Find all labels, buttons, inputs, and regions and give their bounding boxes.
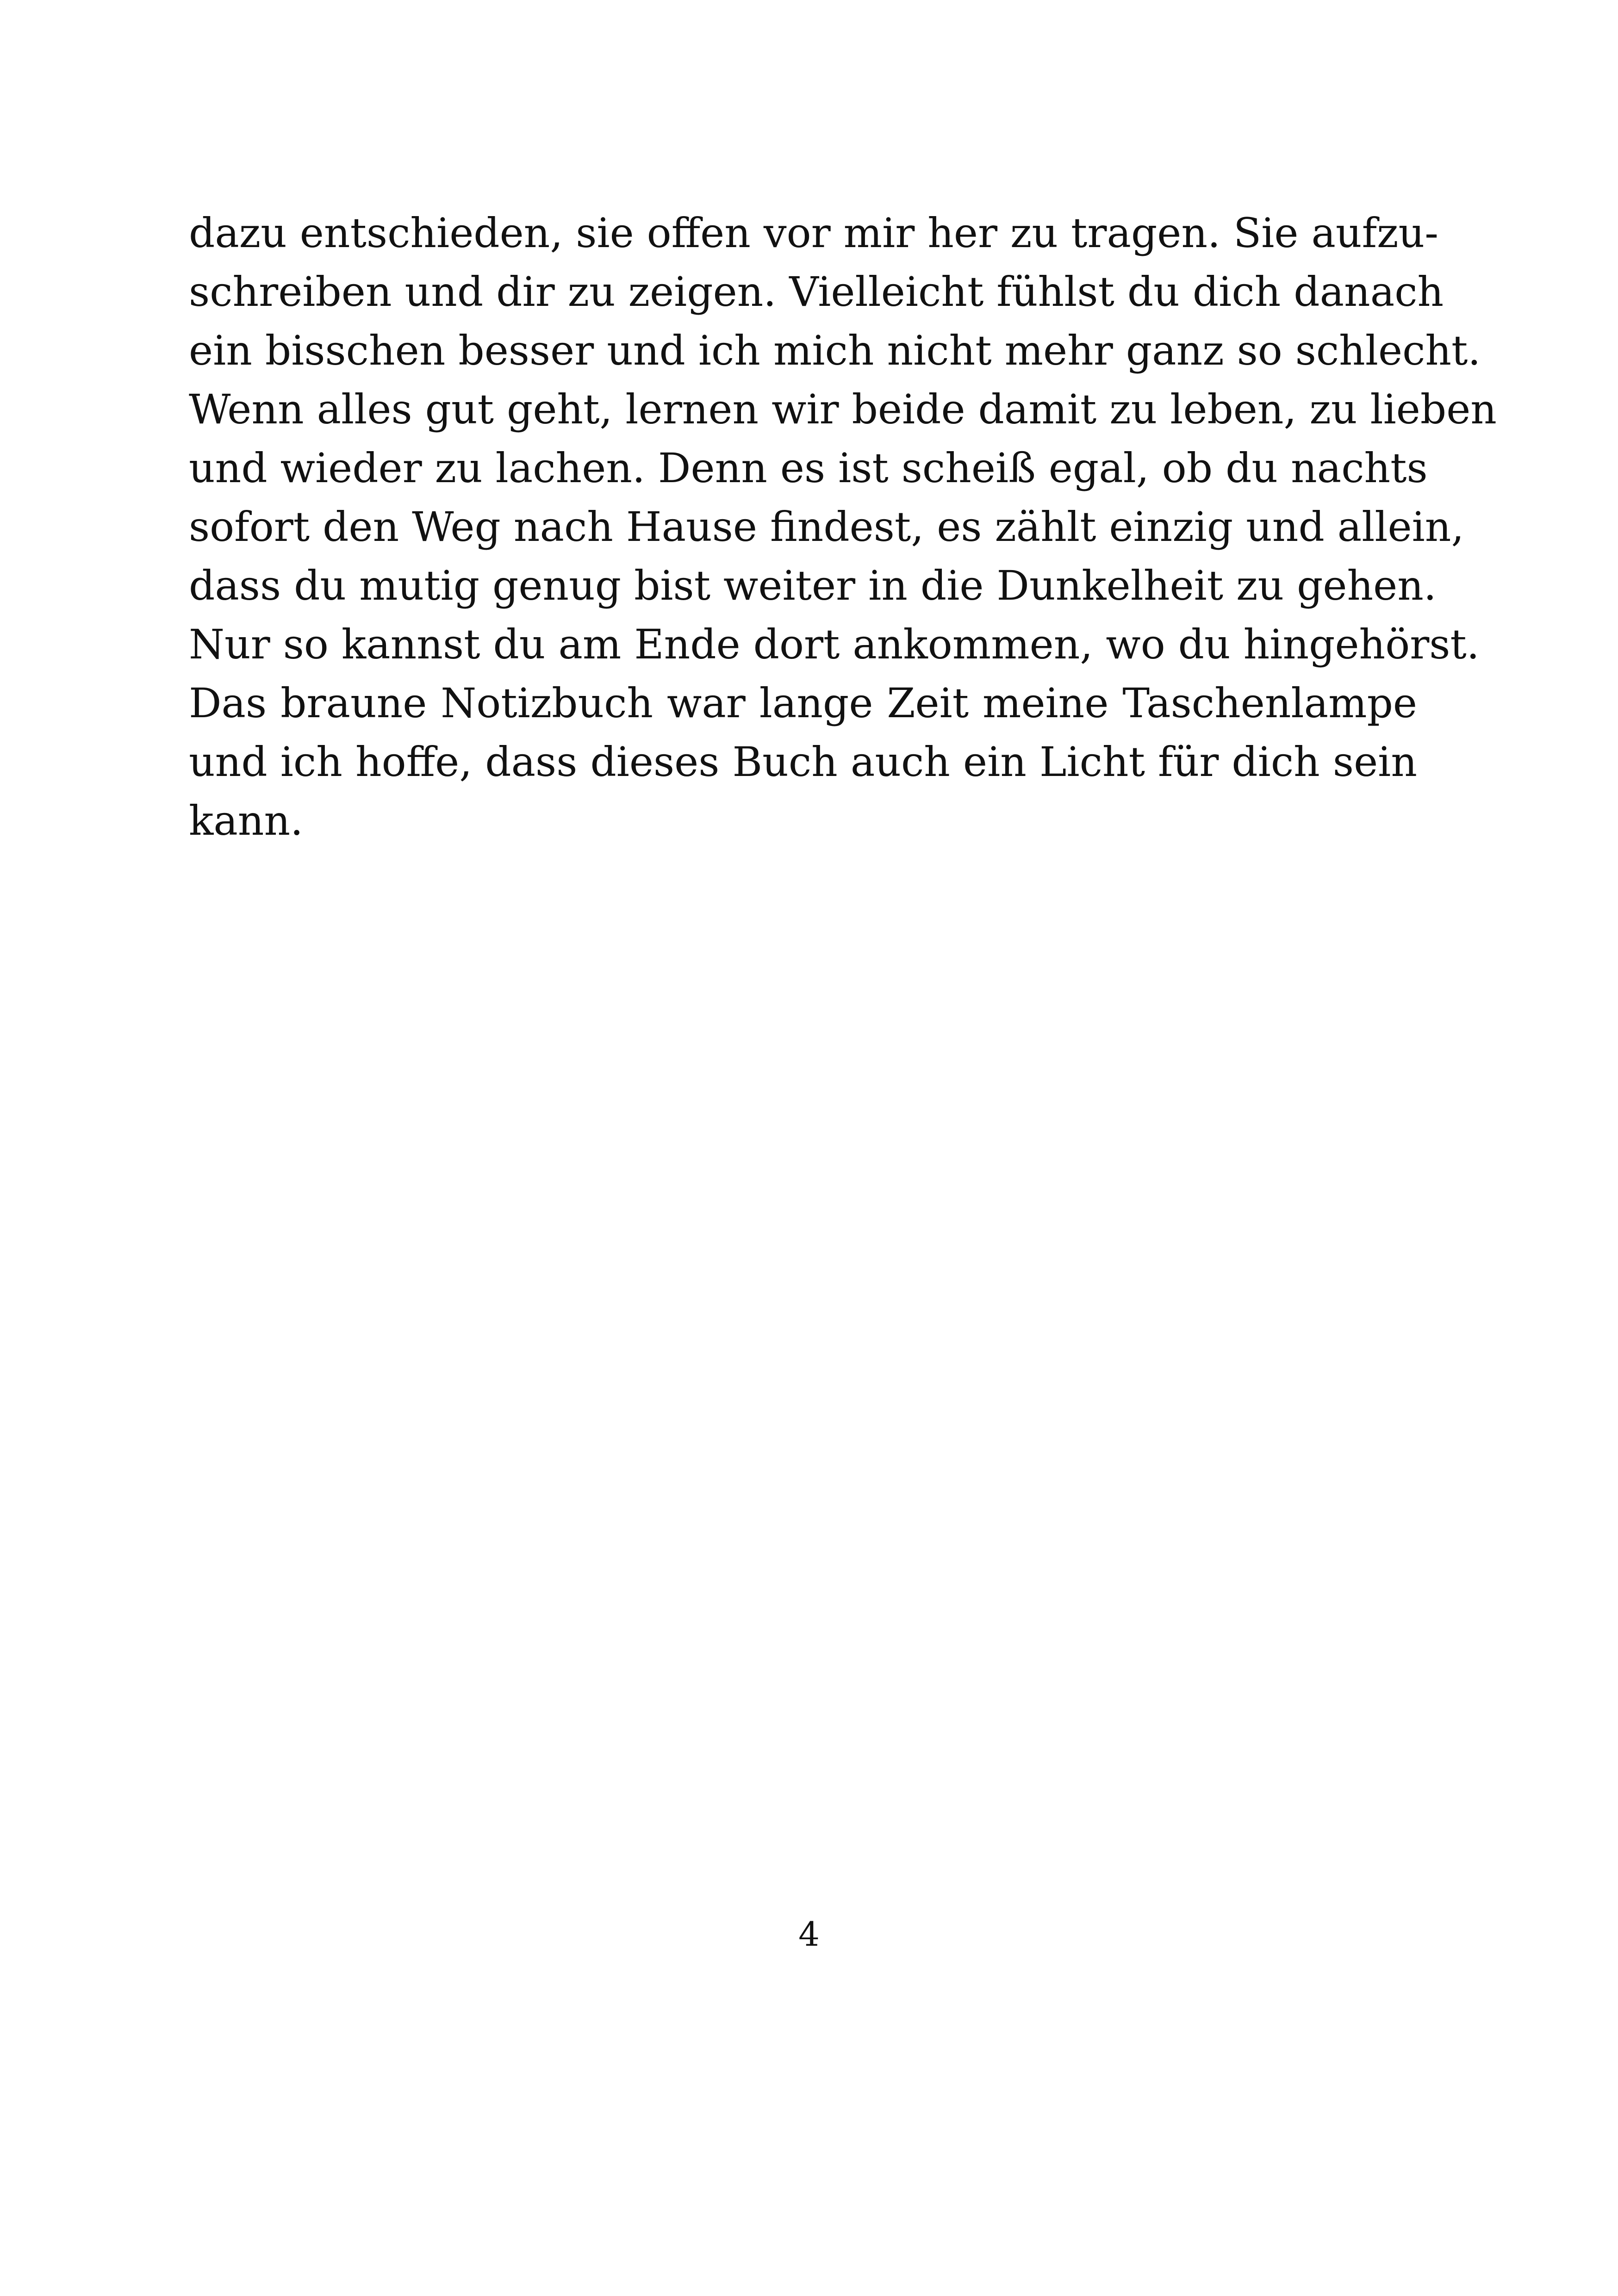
text-line: dazu entschieden, sie offen vor mir her zu tragen. Sie aufzu- (189, 209, 1438, 257)
text-line: kann. (189, 797, 304, 844)
text-line: Nur so kannst du am Ende dort ankommen, wo du hingehörst. (189, 621, 1480, 668)
body-paragraph (189, 204, 1497, 850)
text-line: sofort den Weg nach Hause findest, es zählt einzig und allein, (189, 503, 1464, 551)
text-line: und ich hoffe, dass dieses Buch auch ein Licht für dich sein (189, 738, 1417, 786)
text-line: ein bisschen besser und ich mich nicht mehr ganz so schlecht. (189, 327, 1481, 374)
text-line: schreiben und dir zu zeigen. Vielleicht fühlst du dich danach (189, 268, 1444, 316)
text-line: Wenn alles gut geht, lernen wir beide damit zu leben, zu lieben (189, 385, 1497, 433)
text-line: und wieder zu lachen. Denn es ist scheiß egal, ob du nachts (189, 444, 1428, 492)
page-number: 4 (798, 1915, 820, 1954)
text-line: Das braune Notizbuch war lange Zeit meine Taschenlampe (189, 679, 1417, 727)
text-line: dass du mutig genug bist weiter in die Dunkelheit zu gehen. (189, 562, 1437, 609)
